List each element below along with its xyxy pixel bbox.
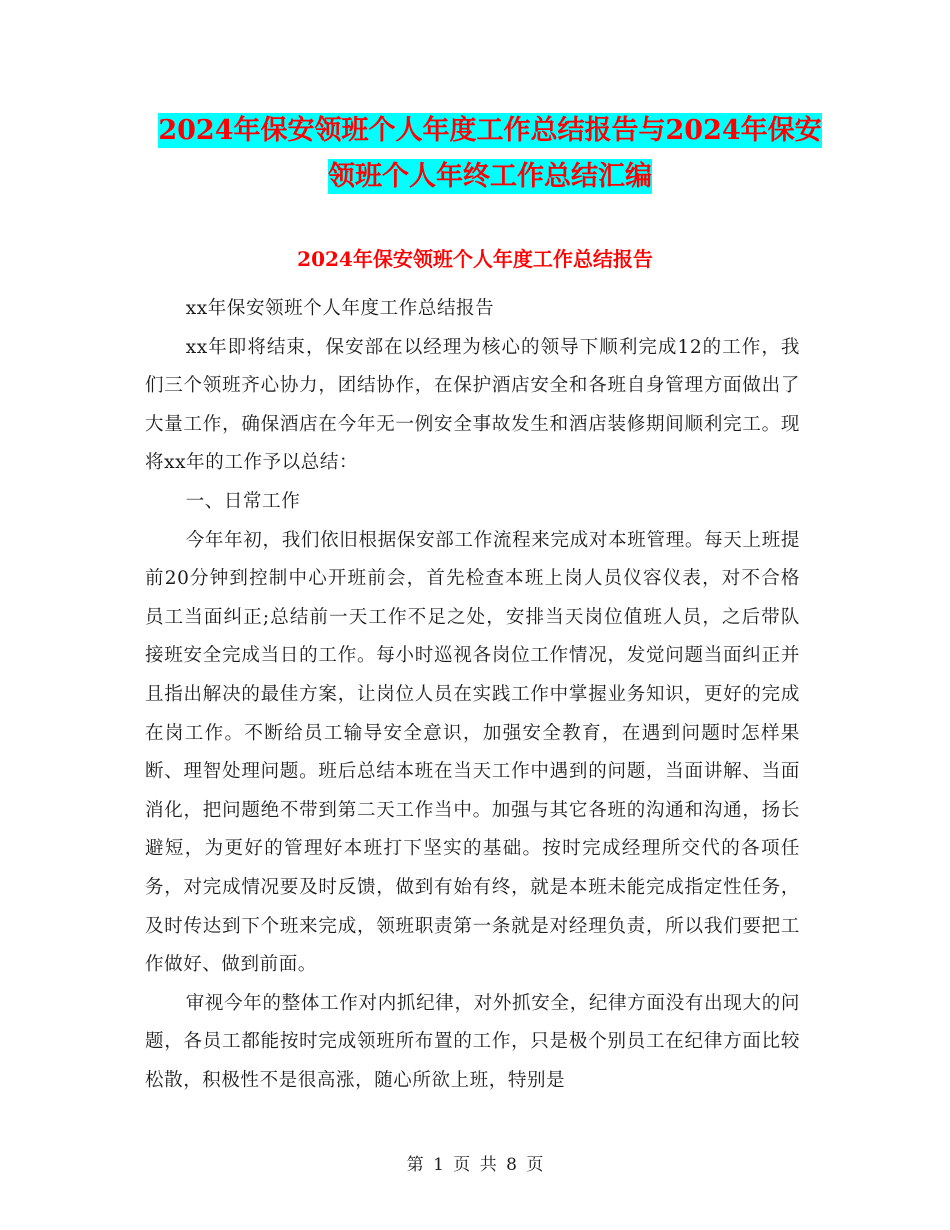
- paragraph-heading: 一、日常工作: [185, 490, 301, 512]
- title-line-2: 领班个人年终工作总结汇编: [328, 161, 652, 192]
- page-footer: 第 1 页 共 8 页: [406, 1155, 544, 1175]
- paragraph: xx年即将结束，保安部在以经理为核心的领导下顺利完成12的工作，我们三个领班齐心协力，团结协作，在保护酒店安全和各班自身管理方面做出了大量工作，确保酒店在今年无一例安全事故发生和酒店装修期间顺利完工。现将xx年的工作予以总结：: [145, 336, 800, 474]
- paragraph: 审视今年的整体工作对内抓纪律，对外抓安全，纪律方面没有出现大的问题，各员工都能按时完成领班所布置的工作，只是极个别员工在纪律方面比较松散，积极性不是很高涨，随心所欲上班，特别是: [145, 992, 800, 1091]
- document-title: [145, 108, 835, 200]
- paragraph: 今年年初，我们依旧根据保安部工作流程来完成对本班管理。每天上班提前20分钟到控制中心开班前会，首先检查本班上岗人员仪容仪表，对不合格员工当面纠正;总结前一天工作不足之处，安排当天岗位值班人员，之后带队接班安全完成当日的工作。每小时巡视各岗位工作情况，发觉问题当面纠正并且指出解决的最佳方案，让岗位人员在实践工作中掌握业务知识，更好的完成在岗工作。不断给员工输导安全意识，加强安全教育，在遇到问题时怎样果断、理智处理问题。班后总结本班在当天工作中遇到的问题，当面讲解、当面消化，把问题绝不带到第二天工作当中。加强与其它各班的沟通和沟通，扬长避短，为更好的管理好本班打下坚实的基础。按时完成经理所交代的各项任务，对完成情况要及时反馈，做到有始有终，就是本班未能完成指定性任务，及时传达到下个班来完成，领班职责第一条就是对经理负责，所以我们要把工作做好、做到前面。: [145, 529, 800, 976]
- document-body: [145, 290, 800, 1100]
- section-title: 2024年保安领班个人年度工作总结报告: [297, 247, 653, 271]
- paragraph: xx年保安领班个人年度工作总结报告: [185, 298, 495, 319]
- title-line-1: 2024年保安领班个人年度工作总结报告与2024年保安: [158, 115, 822, 146]
